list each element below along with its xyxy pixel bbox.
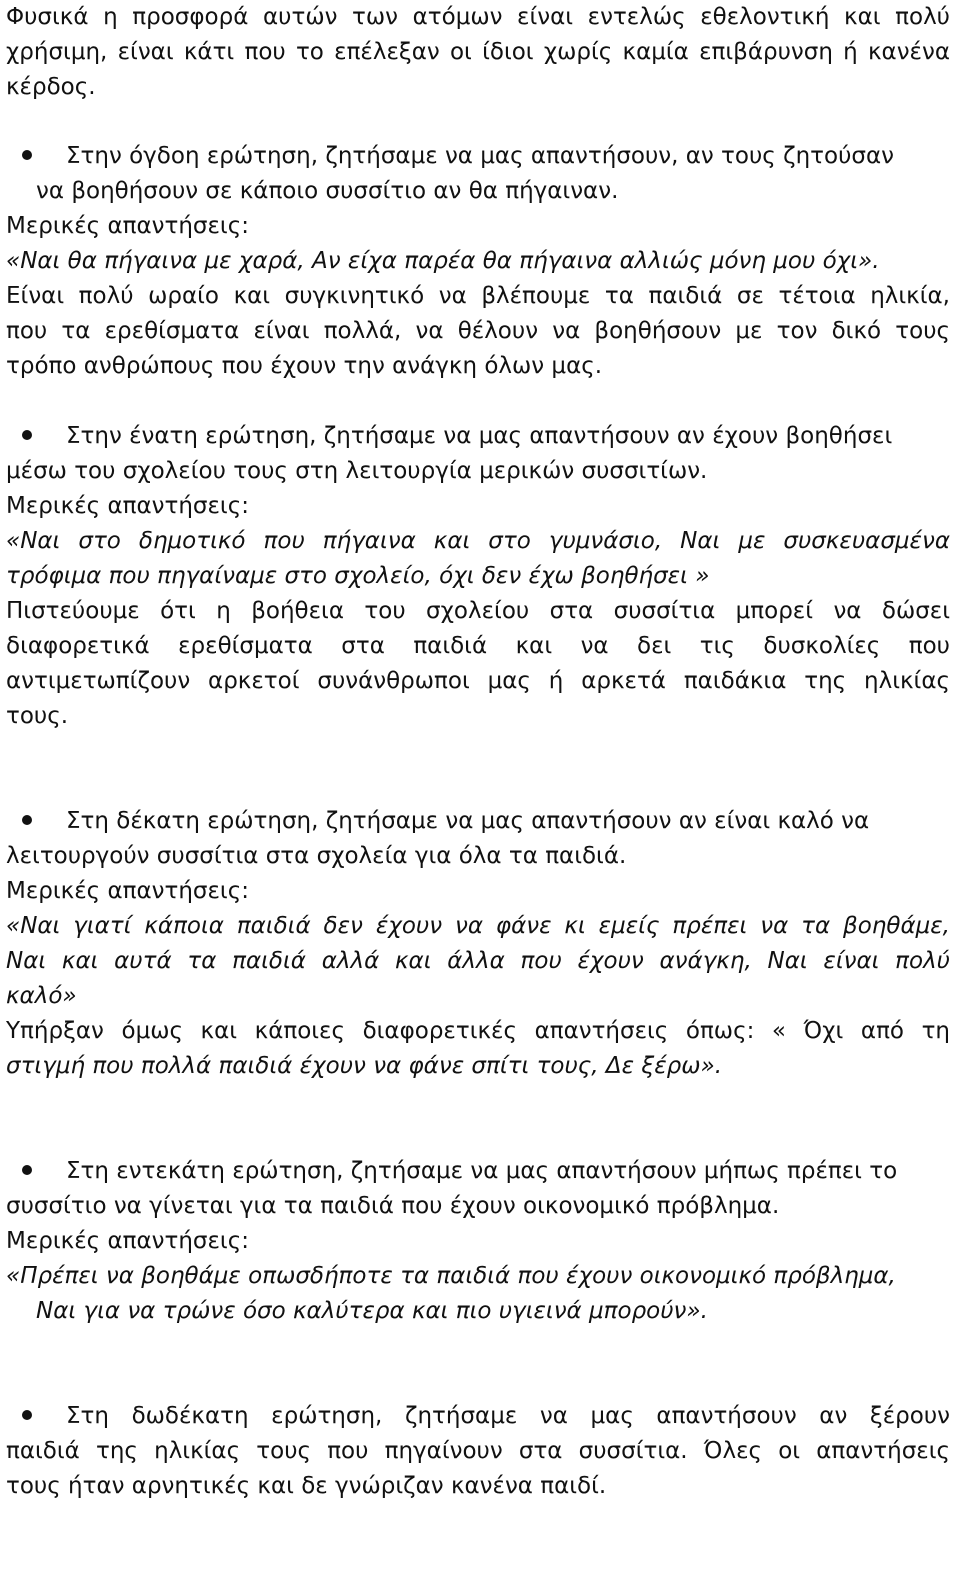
text-line: τους ήταν αρνητικές και δε γνώριζαν κανένα παιδί. (6, 1473, 607, 1499)
question-12-section (6, 1399, 950, 1504)
bullet-item (6, 804, 950, 839)
intro-paragraph (6, 0, 950, 105)
text-line: τους. (6, 703, 69, 729)
text-line: συσσίτιο να γίνεται για τα παιδιά που έχουν οικονομικό πρόβλημα. (6, 1193, 780, 1219)
bullet-icon (22, 430, 32, 440)
text-line: κέρδος. (6, 74, 96, 100)
text-line: χρήσιμη, είναι κάτι που το επέλεξαν οι ίδιοι χωρίς καμία επιβάρυνση ή κανένα (6, 39, 950, 65)
question-text: Στην ένατη ερώτηση, ζητήσαμε να μας απαντήσουν αν έχουν βοηθήσει (66, 423, 893, 449)
text-line: Είναι πολύ ωραίο και συγκινητικό να βλέπουμε τα παιδιά σε τέτοια ηλικία, (6, 283, 950, 309)
quote-line: «Πρέπει να βοηθάμε οπωσδήποτε τα παιδιά που έχουν οικονομικό πρόβλημα, (6, 1263, 896, 1289)
answers-label: Μερικές απαντήσεις: (6, 1228, 249, 1254)
question-text: Στην όγδοη ερώτηση, ζητήσαμε να μας απαντήσουν, αν τους ζητούσαν (66, 143, 894, 169)
question-text: Στη εντεκάτη ερώτηση, ζητήσαμε να μας απαντήσουν μήπως πρέπει το (66, 1158, 898, 1184)
text-line: Φυσικά η προσφορά αυτών των ατόμων είναι εντελώς εθελοντική και πολύ (6, 4, 950, 30)
bullet-item (6, 139, 950, 174)
quote-line: «Ναι γιατί κάποια παιδιά δεν έχουν να φάνε κι εμείς πρέπει να τα βοηθάμε, (6, 913, 950, 939)
bullet-item (6, 419, 950, 454)
bullet-icon (22, 150, 32, 160)
text-line: λειτουργούν συσσίτια στα σχολεία για όλα τα παιδιά. (6, 843, 627, 869)
text-line: μέσω του σχολείου τους στη λειτουργία μερικών συσσιτίων. (6, 458, 708, 484)
question-11-section (6, 1154, 950, 1329)
question-text: Στη δέκατη ερώτηση, ζητήσαμε να μας απαντήσουν αν είναι καλό να (66, 808, 870, 834)
text-line: που τα ερεθίσματα είναι πολλά, να θέλουν να βοηθήσουν με τον δικό τους (6, 318, 950, 344)
bullet-icon (22, 815, 32, 825)
question-9-section (6, 419, 950, 734)
text-line: τρόπο ανθρώπους που έχουν την ανάγκη όλων μας. (6, 353, 603, 379)
answers-label: Μερικές απαντήσεις: (6, 878, 249, 904)
text-line: να βοηθήσουν σε κάποιο συσσίτιο αν θα πήγαιναν. (36, 178, 619, 204)
text-line: Πιστεύουμε ότι η βοήθεια του σχολείου στα συσσίτια μπορεί να δώσει (6, 598, 950, 624)
bullet-item (6, 1399, 950, 1434)
text-line: διαφορετικά ερεθίσματα στα παιδιά και να δει τις δυσκολίες που (6, 633, 950, 659)
bullet-item (6, 1154, 950, 1189)
quote-line: Ναι και αυτά τα παιδιά αλλά και άλλα που έχουν ανάγκη, Ναι είναι πολύ (6, 948, 950, 974)
text-line: Υπήρξαν όμως και κάποιες διαφορετικές απαντήσεις όπως: « Όχι από τη (6, 1018, 950, 1044)
quote-line: τρόφιμα που πηγαίναμε στο σχολείο, όχι δεν έχω βοηθήσει » (6, 563, 710, 589)
answers-label: Μερικές απαντήσεις: (6, 493, 249, 519)
bullet-icon (22, 1410, 32, 1420)
text-line: παιδιά της ηλικίας τους που πηγαίνουν στα συσσίτια. Όλες οι απαντήσεις (6, 1438, 950, 1464)
bullet-icon (22, 1165, 32, 1175)
quote-line: στιγμή που πολλά παιδιά έχουν να φάνε σπίτι τους, Δε ξέρω». (6, 1053, 723, 1079)
answers-label: Μερικές απαντήσεις: (6, 213, 249, 239)
quote-line: «Ναι στο δημοτικό που πήγαινα και στο γυμνάσιο, Ναι με συσκευασμένα (6, 528, 950, 554)
quote-line: καλό» (6, 983, 77, 1009)
question-8-section (6, 139, 950, 384)
text-line: αντιμετωπίζουν αρκετοί συνάνθρωποι μας ή αρκετά παιδάκια της ηλικίας (6, 668, 950, 694)
quote-line: Ναι για να τρώνε όσο καλύτερα και πιο υγιεινά μπορούν». (36, 1298, 708, 1324)
question-text: Στη δωδέκατη ερώτηση, ζητήσαμε να μας απαντήσουν αν ξέρουν (66, 1403, 950, 1429)
question-10-section (6, 804, 950, 1084)
quote-line: «Ναι θα πήγαινα με χαρά, Αν είχα παρέα θα πήγαινα αλλιώς μόνη μου όχι». (6, 248, 880, 274)
